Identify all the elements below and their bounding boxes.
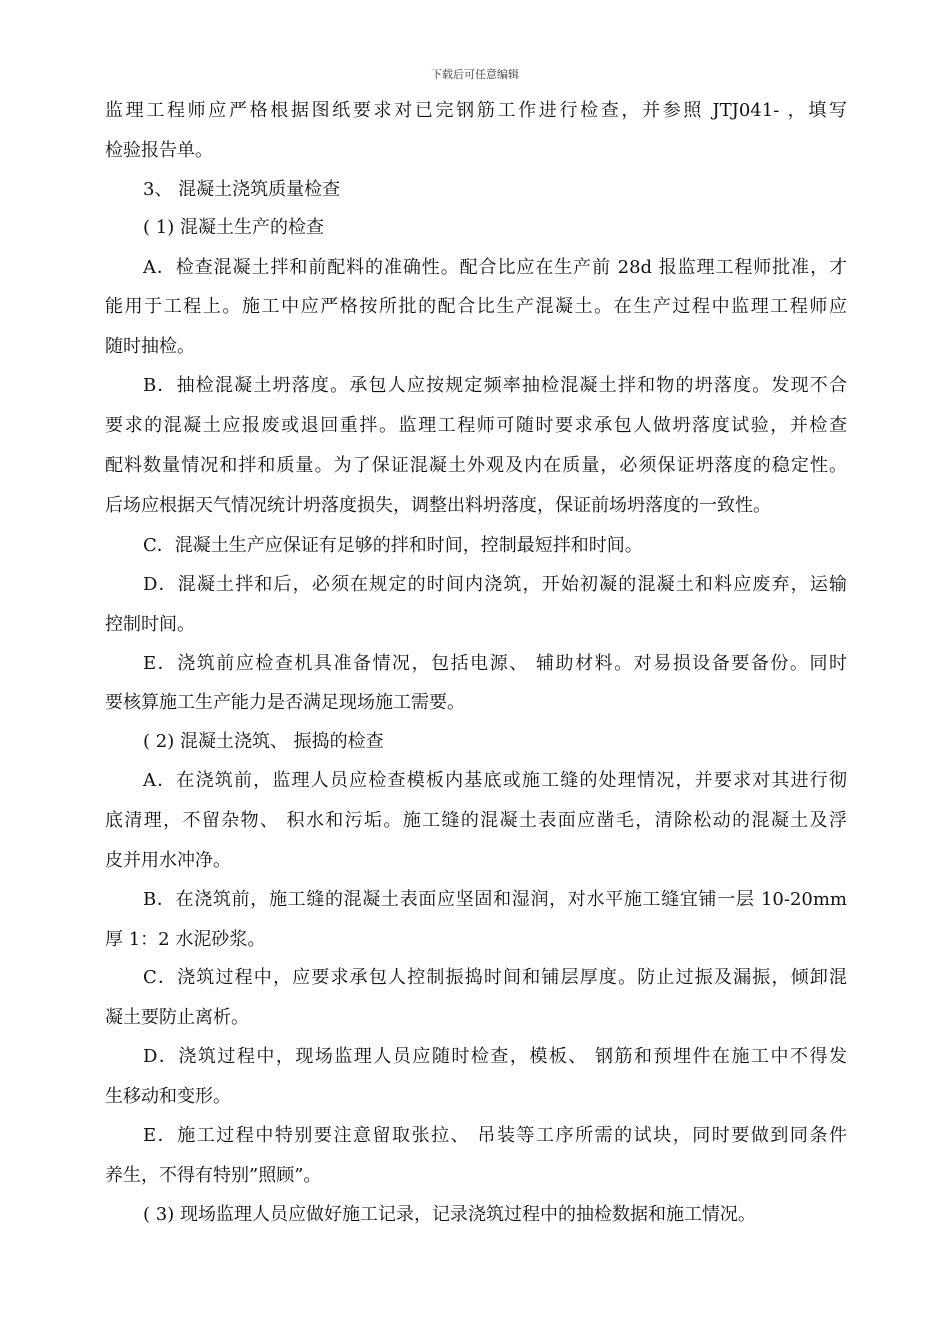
body-line: D．浇筑过程中，现场监理人员应随时检查，模板、 钢筋和预埋件在施工中不得发 [143, 1046, 847, 1067]
body-line: 配料数量情况和拌和质量。为了保证混凝土外观及内在质量，必须保证坍落度的稳定性。 [105, 455, 847, 476]
body-line: 检验报告单。 [105, 140, 213, 161]
body-line: 厚 1：2 水泥砂浆。 [105, 929, 266, 950]
body-line: C．混凝土生产应保证有足够的拌和时间，控制最短拌和时间。 [143, 535, 643, 556]
body-line: 养生，不得有特别”照顾”。 [105, 1165, 322, 1186]
body-line: 后场应根据天气情况统计坍落度损失，调整出料坍落度，保证前场坍落度的一致性。 [105, 495, 771, 516]
body-line: E．施工过程中特别要注意留取张拉、 吊装等工序所需的试块，同时要做到同条件 [143, 1125, 847, 1146]
body-line: 随时抽检。 [105, 336, 195, 357]
body-line: 要核算施工生产能力是否满足现场施工需要。 [105, 692, 465, 713]
page-header: 下载后可任意编辑 [431, 68, 519, 81]
section-heading: 3、 混凝土浇筑质量检查 [143, 179, 341, 200]
subsection-heading: ( 2) 混凝土浇筑、 振捣的检查 [143, 731, 384, 752]
body-line: 要求的混凝土应报废或退回重拌。监理工程师可随时要求承包人做坍落度试验，并检查 [105, 415, 847, 436]
subsection-heading: ( 1) 混凝土生产的检查 [143, 217, 324, 238]
body-line: B．在浇筑前，施工缝的混凝土表面应坚固和湿润，对水平施工缝宜铺一层 10-20mm [143, 889, 847, 910]
body-line: 监理工程师应严格根据图纸要求对已完钢筋工作进行检查，并参照 JTJ041- ，填写 [105, 100, 847, 121]
body-line: C．浇筑过程中，应要求承包人控制振捣时间和铺层厚度。防止过振及漏振，倾卸混 [143, 967, 847, 988]
body-line: 凝土要防止离析。 [105, 1007, 249, 1028]
body-line: 生移动和变形。 [105, 1086, 231, 1107]
body-line: E．浇筑前应检查机具准备情况，包括电源、 辅助材料。对易损设备要备份。同时 [143, 653, 847, 674]
body-line: 能用于工程上。施工中应严格按所批的配合比生产混凝土。在生产过程中监理工程师应 [105, 296, 847, 317]
body-line: 控制时间。 [105, 614, 195, 635]
subsection-heading: ( 3) 现场监理人员应做好施工记录，记录浇筑过程中的抽检数据和施工情况。 [143, 1204, 756, 1225]
body-line: D．混凝土拌和后，必须在规定的时间内浇筑，开始初凝的混凝土和料应废弃，运输 [143, 574, 847, 595]
body-line: A．在浇筑前，监理人员应检查模板内基底或施工缝的处理情况，并要求对其进行彻 [143, 770, 847, 791]
body-line: 底清理，不留杂物、 积水和污垢。施工缝的混凝土表面应凿毛，清除松动的混凝土及浮 [105, 810, 847, 831]
body-line: B．抽检混凝土坍落度。承包人应按规定频率抽检混凝土拌和物的坍落度。发现不合 [143, 375, 847, 396]
body-line: A．检查混凝土拌和前配料的准确性。配合比应在生产前 28d 报监理工程师批准，才 [143, 257, 847, 278]
body-line: 皮并用水冲净。 [105, 850, 231, 871]
